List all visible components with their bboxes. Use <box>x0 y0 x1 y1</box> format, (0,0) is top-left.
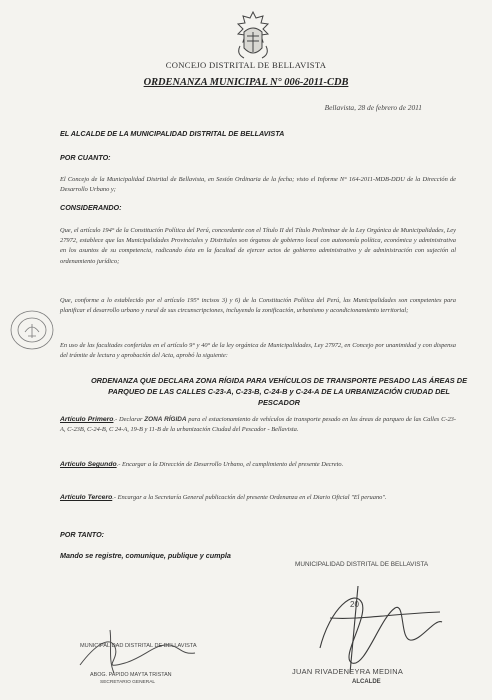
ordinance-title: ORDENANZA QUE DECLARA ZONA RÍGIDA PARA VEHÍCULOS DE TRANSPORTE PESADO LAS ÁREAS DE PARQUEO DE LAS CALLES C-23-A, C-23-B, C-24-B y C-24-A DE LA URBANIZACIÓN CIUDAD DEL PESCADOR <box>90 376 468 407</box>
left-org-stamp: MUNICIPALIDAD DISTRITAL DE BELLAVISTA <box>80 643 197 649</box>
right-org-stamp: MUNICIPALIDAD DISTRITAL DE BELLAVISTA <box>295 561 429 568</box>
por-tanto-heading: POR TANTO: <box>60 530 105 539</box>
consideration-paragraph-2: Que, conforme a lo establecido por el artículo 195° incisos 3) y 6) de la Constitución Política del Perú, las Municipalidades son competentes para planificar el desarrollo urbano y rural de sus circunscripciones, incluyendo la zonificación, urbanismo y acondicionamiento territorial; <box>60 297 456 315</box>
intro-paragraph: El Concejo de la Municipalidad Distrital de Bellavista, en Sesión Ordinaria de la fecha; visto el Informe N° 164-2011-MDB-DDU de la Dirección de Desarrollo Urbano y; <box>60 176 456 194</box>
council-name: CONCEJO DISTRITAL DE BELLAVISTA <box>165 60 327 70</box>
article-second-label: Artículo Segundo <box>60 461 117 468</box>
article-third-text: .- Encargar a la Secretaría General publicación del presente Ordenanza en el Diario Oficial "El peruano". <box>112 494 387 501</box>
closing-line: Mando se registre, comunique, publique y cumpla <box>60 551 231 560</box>
article-second-text: .- Encargar a la Dirección de Desarrollo Urbano, el cumplimiento del presente Decreto. <box>116 461 344 468</box>
authority-heading: EL ALCALDE DE LA MUNICIPALIDAD DISTRITAL DE BELLAVISTA <box>60 129 285 138</box>
considerando-heading: CONSIDERANDO: <box>60 203 122 212</box>
mayor-name: JUAN RIVADENEYRA MEDINA <box>292 667 404 676</box>
secretary-signature-icon <box>70 625 200 675</box>
article-first-text-b: para el estacionamiento de vehículos de transporte pesado en las áreas de parqueo de las Calles C-23-A, C-23B, C-24-B, C 24-A, 19-B y 11-B de la urbanización Ciudad del Pescador - Bellavista. <box>60 416 456 434</box>
date-line: Bellavista, 28 de febrero de 2011 <box>324 103 422 112</box>
article-first-emphasis: ZONA RÍGIDA <box>144 416 187 423</box>
mayor-role: ALCALDE <box>352 679 381 685</box>
coat-of-arms-icon <box>230 10 276 62</box>
article-first-label: Artículo Primero <box>60 416 114 423</box>
ordinance-number-title: ORDENANZA MUNICIPAL N° 006-2011-CDB <box>143 77 349 88</box>
article-second <box>60 460 456 470</box>
article-third-label: Artículo Tercero <box>60 494 113 501</box>
article-third <box>60 493 456 503</box>
article-first <box>60 415 456 435</box>
right-signature-mark: 20 <box>350 600 359 609</box>
secretary-role: SECRETARIO GENERAL <box>100 680 156 685</box>
secretary-name: ABOG. PAPIDO MAYTA TRISTAN <box>90 672 172 678</box>
consideration-paragraph-3: En uso de las facultades conferidas en el artículo 9° y 40° de la ley orgánica de Municipalidades, Ley 27972, en Concejo por unanimidad y con dispensa del trámite de lectura y aprobación del Acta, aprobó la siguiente: <box>60 342 456 360</box>
por-cuanto-heading: POR CUANTO: <box>60 153 111 162</box>
article-first-text-a: .- Declarar <box>113 416 145 423</box>
mayor-signature-icon <box>300 578 450 678</box>
consideration-paragraph-1: Que, el artículo 194° de la Constitución Política del Perú, concordante con el Título II del Título Preliminar de la Ley Orgánica de Municipalidades, Ley 27972, establece que las Municipalidades Provinciales y Distritales son órganos de gobierno local con autonomía política, económica y administrativa en los asuntos de su competencia, radicando ésta en la facultad de ejercer actos de gobierno administrativo y de administración con sujeción al ordenamiento jurídico; <box>60 227 456 265</box>
seal-stamp-icon <box>8 308 56 352</box>
